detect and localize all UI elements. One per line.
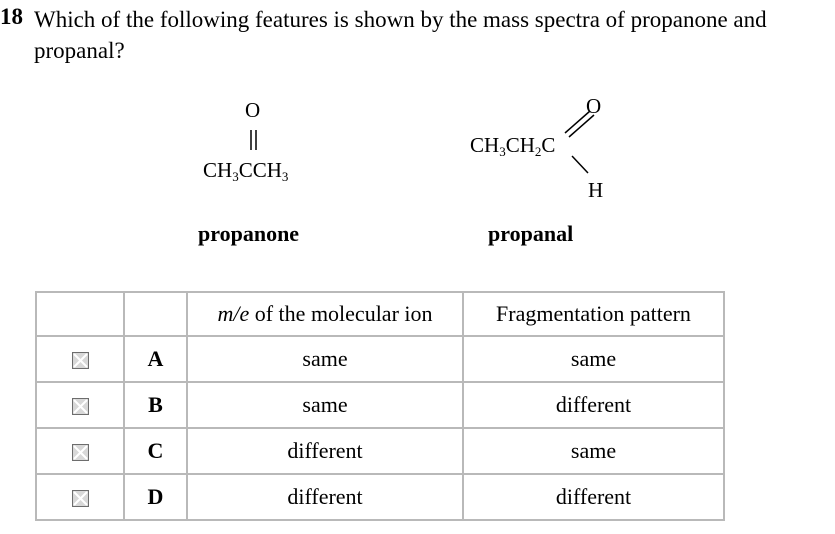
header-molecular-ion: m/e of the molecular ion (187, 292, 463, 336)
propanone-oxygen: O (245, 98, 261, 122)
option-row-d (36, 474, 724, 520)
propanone-label: propanone (198, 221, 300, 246)
question-number: 18 (0, 4, 23, 29)
option-letter: B (124, 382, 187, 428)
molecular-ion-cell: different (187, 474, 463, 520)
molecular-ion-cell: different (187, 428, 463, 474)
cross-box-icon (72, 398, 89, 415)
option-row-a (36, 336, 724, 382)
answer-checkbox-c[interactable] (36, 428, 124, 474)
molecular-ion-cell: same (187, 336, 463, 382)
propanal-oxygen: O (586, 94, 602, 118)
header-empty-box (36, 292, 124, 336)
options-table (35, 291, 725, 521)
question-text: Which of the following features is shown by the mass spectra of propanone and propanal? (34, 7, 767, 63)
propanone-formula: $CH_3CCH_3$ (203, 158, 289, 184)
option-row-b (36, 382, 724, 428)
answer-checkbox-b[interactable] (36, 382, 124, 428)
fragmentation-cell: same (463, 336, 724, 382)
option-letter: A (124, 336, 187, 382)
option-letter: C (124, 428, 187, 474)
option-letter: D (124, 474, 187, 520)
option-row-c (36, 428, 724, 474)
propanal-formula: $CH_3CH_2C$ (470, 133, 556, 159)
fragmentation-cell: different (463, 474, 724, 520)
cross-box-icon (72, 352, 89, 369)
fragmentation-cell: different (463, 382, 724, 428)
cross-box-icon (72, 444, 89, 461)
answer-checkbox-a[interactable] (36, 336, 124, 382)
molecular-ion-cell: same (187, 382, 463, 428)
propanal-ch-bond (572, 156, 588, 173)
cross-box-icon (72, 490, 89, 507)
header-row (36, 292, 724, 336)
header-fragmentation: Fragmentation pattern (463, 292, 724, 336)
header-empty-letter (124, 292, 187, 336)
answer-checkbox-d[interactable] (36, 474, 124, 520)
fragmentation-cell: same (463, 428, 724, 474)
propanal-hydrogen: H (588, 178, 604, 202)
propanal-label: propanal (488, 221, 574, 246)
